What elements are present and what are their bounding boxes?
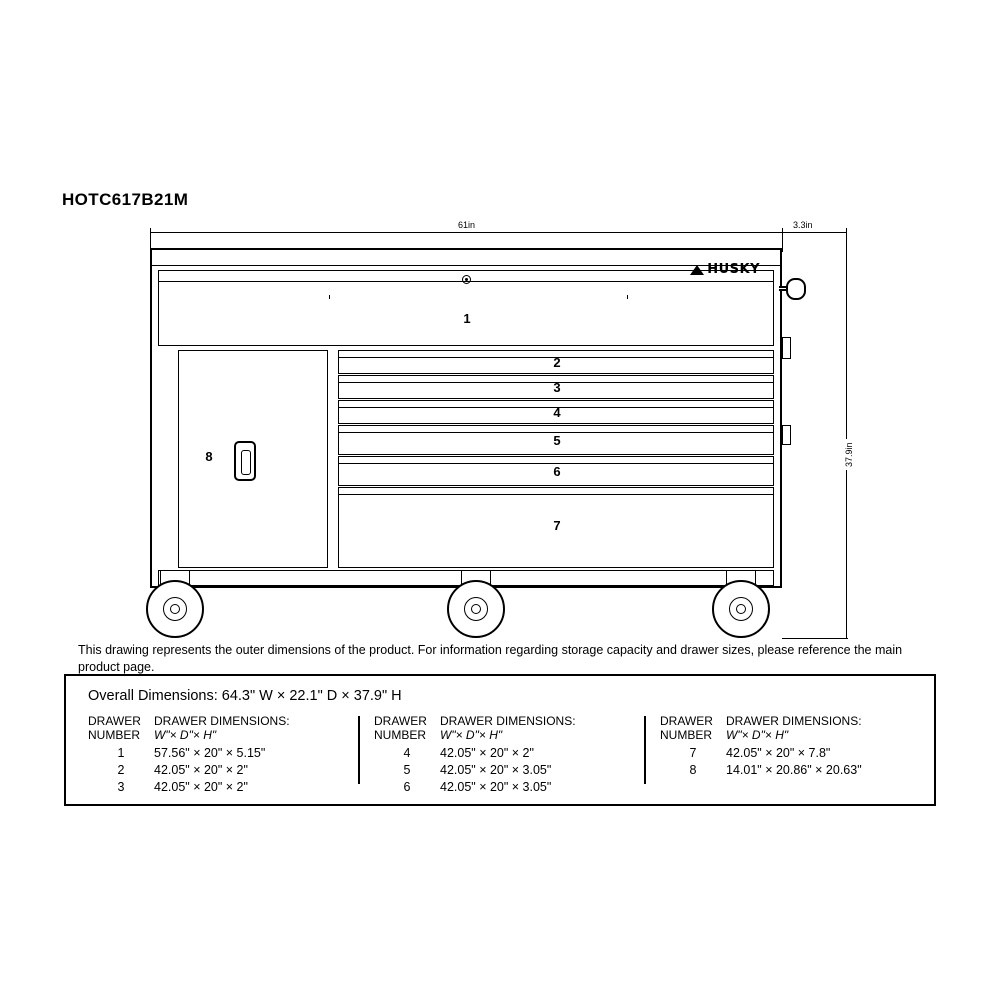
row-number: 3 — [117, 780, 125, 794]
drawer-seam — [339, 494, 773, 495]
table-row — [88, 779, 374, 796]
row-dims: 42.05" × 20" × 2" — [154, 763, 248, 777]
row-dims: 57.56" × 20" × 5.15" — [154, 746, 266, 760]
side-bracket-upper — [782, 337, 791, 359]
header-dims-line1: DRAWER DIMENSIONS: — [726, 714, 862, 728]
table-row — [660, 745, 946, 762]
caster-hub-center — [170, 604, 180, 614]
dim-depth-label: 3.3in — [790, 220, 816, 230]
callout-5: 5 — [553, 433, 561, 448]
callout-6: 6 — [553, 464, 561, 479]
callout-4: 4 — [553, 405, 561, 420]
row-dims: 42.05" × 20" × 3.05" — [440, 763, 552, 777]
header-dims — [154, 714, 374, 742]
tool-chest-illustration — [150, 248, 782, 588]
column-header — [88, 714, 374, 742]
dim-height-label: 37.9in — [844, 439, 854, 470]
drawer-column-3 — [660, 714, 946, 796]
dim-depth-line — [782, 232, 846, 233]
row-dims: 42.05" × 20" × 2" — [440, 746, 534, 760]
drawer-dimension-columns — [88, 714, 918, 796]
header-dims-line1: DRAWER DIMENSIONS: — [440, 714, 576, 728]
header-number — [660, 714, 726, 742]
column-header — [660, 714, 946, 742]
drawing-note: This drawing represents the outer dimensions of the product. For information regarding storage capacity and drawer sizes, please reference the main product page. — [78, 643, 903, 674]
header-number-line2: NUMBER — [660, 728, 713, 742]
row-dims: 14.01" × 20.86" × 20.63" — [726, 763, 862, 777]
caster-hub-center — [736, 604, 746, 614]
header-dims-line2: W"× D"× H" — [440, 728, 503, 742]
header-number-line1: DRAWER — [660, 714, 713, 728]
table-row — [374, 745, 660, 762]
drawer-7 — [338, 487, 774, 568]
callout-3: 3 — [553, 380, 561, 395]
drawer-column-1 — [88, 714, 374, 796]
row-dims: 42.05" × 20" × 3.05" — [440, 780, 552, 794]
table-row — [374, 762, 660, 779]
header-number-line1: DRAWER — [374, 714, 427, 728]
callout-7: 7 — [553, 518, 561, 533]
header-number — [374, 714, 440, 742]
row-number: 4 — [403, 746, 411, 760]
column-rows — [374, 745, 660, 796]
tick-mark-left — [329, 295, 330, 299]
cabinet-body — [158, 350, 774, 568]
header-dims-line2: W"× D"× H" — [726, 728, 789, 742]
callout-2: 2 — [553, 355, 561, 370]
header-dims-line1: DRAWER DIMENSIONS: — [154, 714, 290, 728]
side-locker-door-8 — [178, 350, 328, 568]
header-number-line2: NUMBER — [374, 728, 427, 742]
table-row — [660, 762, 946, 779]
table-row — [88, 762, 374, 779]
dim-width-line — [150, 232, 782, 233]
table-row — [88, 745, 374, 762]
table-row — [374, 779, 660, 796]
tick-mark-right — [627, 295, 628, 299]
header-number-line1: DRAWER — [88, 714, 141, 728]
lock-icon — [462, 275, 471, 284]
header-number-line2: NUMBER — [88, 728, 141, 742]
row-dims: 42.05" × 20" × 7.8" — [726, 746, 831, 760]
dim-height-line — [846, 232, 847, 638]
overall-dimensions: Overall Dimensions: 64.3" W × 22.1" D × 37.9" H — [88, 688, 402, 704]
row-number: 2 — [117, 763, 125, 777]
row-number: 8 — [689, 763, 697, 777]
work-top-surface — [150, 248, 782, 266]
header-dims — [726, 714, 946, 742]
drawer-4 — [338, 400, 774, 424]
caster-hub-center — [471, 604, 481, 614]
row-number: 7 — [689, 746, 697, 760]
header-dims-line2: W"× D"× H" — [154, 728, 217, 742]
row-number: 5 — [403, 763, 411, 777]
push-handle-icon — [786, 278, 806, 300]
drawer-3 — [338, 375, 774, 399]
column-header — [374, 714, 660, 742]
drawer-6 — [338, 456, 774, 486]
callout-1: 1 — [463, 311, 471, 326]
door-handle-icon — [234, 441, 256, 481]
drawer-column-2 — [374, 714, 660, 796]
brand-logo — [690, 262, 760, 277]
drawer-5 — [338, 425, 774, 455]
row-number: 1 — [117, 746, 125, 760]
husky-triangle-icon — [690, 265, 704, 275]
callout-8: 8 — [205, 449, 213, 464]
header-number — [88, 714, 154, 742]
brand-name: HUSKY — [707, 262, 760, 277]
dim-width-label: 61in — [455, 220, 478, 230]
dim-height-base-tick — [782, 638, 848, 639]
side-bracket-lower — [782, 425, 791, 445]
column-rows — [660, 745, 946, 779]
column-rows — [88, 745, 374, 796]
row-number: 6 — [403, 780, 411, 794]
drawer-2 — [338, 350, 774, 374]
header-dims — [440, 714, 660, 742]
drawer-stack — [338, 350, 774, 568]
row-dims: 42.05" × 20" × 2" — [154, 780, 248, 794]
specifications-box — [64, 674, 936, 806]
drawer-1 — [158, 270, 774, 346]
page-title: HOTC617B21M — [62, 190, 189, 209]
